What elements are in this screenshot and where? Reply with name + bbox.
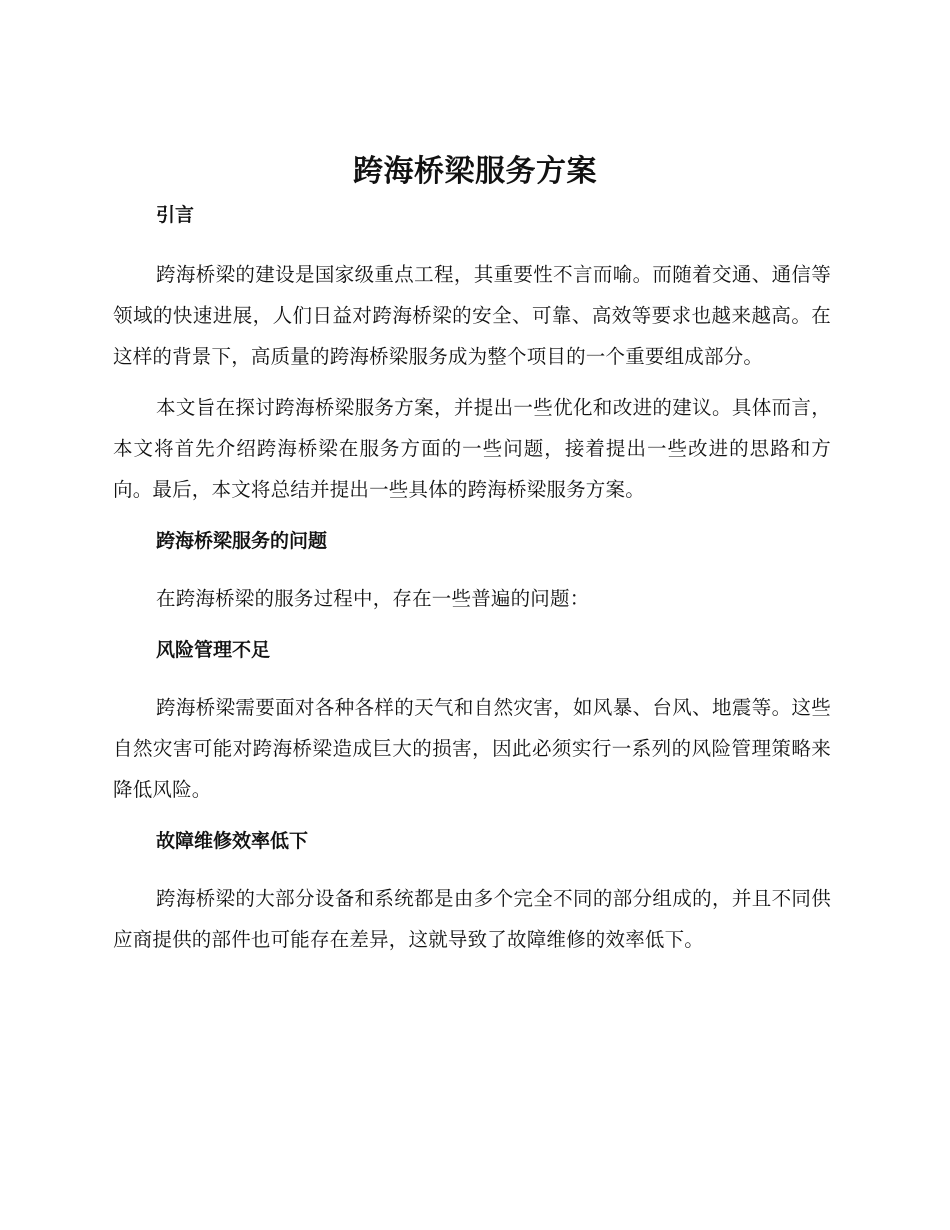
paragraph-repair: 跨海桥梁的大部分设备和系统都是由多个完全不同的部分组成的，并且不同供应商提供的部件也可能存在差异，这就导致了故障维修的效率低下。 bbox=[113, 887, 831, 951]
section-heading-problems: 跨海桥梁服务的问题 bbox=[156, 530, 328, 552]
document-title: 跨海桥梁服务方案 bbox=[353, 154, 597, 189]
section-heading-repair: 故障维修效率低下 bbox=[156, 830, 309, 852]
paragraph-intro-2: 本文旨在探讨跨海桥梁服务方案，并提出一些优化和改进的建议。具体而言，本文将首先介绍跨海桥梁在服务方面的一些问题，接着提出一些改进的思路和方向。最后，本文将总结并提出一些具体的跨海桥梁服务方案。 bbox=[113, 396, 831, 501]
section-heading-intro: 引言 bbox=[156, 204, 195, 226]
paragraph-risk: 跨海桥梁需要面对各种各样的天气和自然灾害，如风暴、台风、地震等。这些自然灾害可能对跨海桥梁造成巨大的损害，因此必须实行一系列的风险管理策略来降低风险。 bbox=[113, 696, 831, 801]
paragraph-intro-1: 跨海桥梁的建设是国家级重点工程，其重要性不言而喻。而随着交通、通信等领域的快速进展，人们日益对跨海桥梁的安全、可靠、高效等要求也越来越高。在这样的背景下，高质量的跨海桥梁服务成为整个项目的一个重要组成部分。 bbox=[113, 263, 831, 368]
paragraph-problems-intro: 在跨海桥梁的服务过程中，存在一些普遍的问题： bbox=[156, 587, 590, 610]
section-heading-risk: 风险管理不足 bbox=[156, 639, 271, 661]
